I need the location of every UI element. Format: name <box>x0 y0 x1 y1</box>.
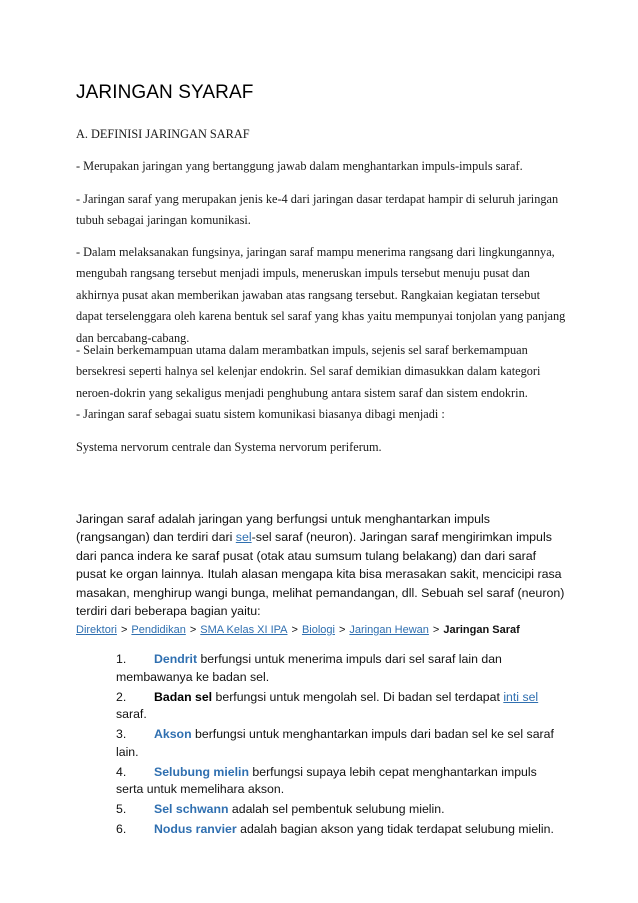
item-number: 3. <box>116 727 127 741</box>
item-number: 1. <box>116 652 127 666</box>
paragraph-2: - Jaringan saraf yang merupakan jenis ke-4 dari jaringan dasar terdapat hampir di seluruh jaringan tubuh sebagai jaringan komunikasi. <box>76 192 559 228</box>
list-item: 6. Nodus ranvier adalah bagian akson yang tidak terdapat selubung mielin. <box>116 821 566 839</box>
breadcrumb-separator: > <box>189 624 197 636</box>
sel-link[interactable]: sel <box>235 530 252 545</box>
list-item: 4. Selubung mielin berfungsi supaya lebih cepat menghantarkan impuls serta untuk memelihara akson. <box>116 764 537 796</box>
paragraph-6: Systema nervorum centrale dan Systema nervorum periferum. <box>76 440 382 454</box>
breadcrumb-separator: > <box>338 624 346 636</box>
paragraph-5: - Jaringan saraf sebagai suatu sistem komunikasi biasanya dibagi menjadi : <box>76 407 445 421</box>
breadcrumb-jaringan-hewan[interactable]: Jaringan Hewan <box>349 624 429 636</box>
list-item: 2. Badan sel berfungsi untuk mengolah sel. Di badan sel terdapat inti sel saraf. <box>116 689 539 721</box>
breadcrumb-biologi[interactable]: Biologi <box>301 624 335 636</box>
item-number: 4. <box>116 764 127 779</box>
term-selubung-mielin: Selubung mielin <box>154 764 249 779</box>
breadcrumb-sma-kelas[interactable]: SMA Kelas XI IPA <box>200 624 288 636</box>
term-sel-schwann: Sel schwann <box>154 802 229 816</box>
paragraph-1: - Merupakan jaringan yang bertanggung jawab dalam menghantarkan impuls-impuls saraf. <box>76 159 523 173</box>
breadcrumb-current: Jaringan Saraf <box>443 624 520 636</box>
term-badan-sel: Badan sel <box>154 689 213 704</box>
inti-sel-link[interactable]: inti sel <box>503 689 539 704</box>
page-title: JARINGAN SYARAF <box>76 82 254 103</box>
paragraph-4: - Selain berkemampuan utama dalam merambatkan impuls, sejenis sel saraf berkemampuan bersekresi seperti halnya sel kelenjar endokrin. Sel saraf demikian dimasukkan dalam kategori neroen-dokrin yang sekaligus menjadi penghubung antara sistem saraf dan sistem endokrin. <box>76 343 541 400</box>
breadcrumb-direktori[interactable]: Direktori <box>76 624 117 636</box>
item-number: 6. <box>116 822 127 836</box>
term-nodus-ranvier: Nodus ranvier <box>154 822 237 836</box>
breadcrumb <box>76 624 576 636</box>
breadcrumb-separator: > <box>291 624 298 636</box>
section-heading: A. DEFINISI JARINGAN SARAF <box>76 127 250 141</box>
term-akson: Akson <box>154 727 192 741</box>
breadcrumb-separator: > <box>432 624 440 636</box>
neuron-parts-list <box>116 651 566 841</box>
term-dendrit: Dendrit <box>154 652 198 666</box>
breadcrumb-pendidikan[interactable]: Pendidikan <box>131 624 186 636</box>
list-item: 5. Sel schwann adalah sel pembentuk selubung mielin. <box>116 801 566 819</box>
list-item: 3. Akson berfungsi untuk menghantarkan impuls dari badan sel ke sel saraf lain. <box>116 727 554 759</box>
item-number: 5. <box>116 802 127 816</box>
list-item: 1. Dendrit berfungsi untuk menerima impuls dari sel saraf lain dan membawanya ke badan sel. <box>116 652 502 684</box>
paragraph-3: - Dalam melaksanakan fungsinya, jaringan saraf mampu menerima rangsang dari lingkungannya, mengubah rangsang tersebut menjadi impuls, meneruskan impuls tersebut menuju pusat dan akhirnya pusat akan memberikan jawaban atas rangsang tersebut. Rangkaian kegiatan tersebut dapat terselenggara oleh karena bentuk sel saraf yang khas yaitu mempunyai tonjolan yang panjang dan bercabang-cabang. <box>76 245 566 345</box>
breadcrumb-separator: > <box>120 624 128 636</box>
intro-paragraph: Jaringan saraf adalah jaringan yang berfungsi untuk menghantarkan impuls (rangsangan) dan terdiri dari sel-sel saraf (neuron). Jaringan saraf mengirimkan impuls dari panca indera ke saraf pusat (otak atau sumsum tulang belakang) dan dari saraf pusat ke organ lainnya. Itulah alasan mengapa kita bisa merasakan sakit, mencicipi rasa masakan, menghirup wangi bunga, melihat pemandangan, dll. Sebuah sel saraf (neuron) terdiri dari beberapa bagian yaitu: <box>76 512 565 619</box>
item-number: 2. <box>116 689 127 704</box>
